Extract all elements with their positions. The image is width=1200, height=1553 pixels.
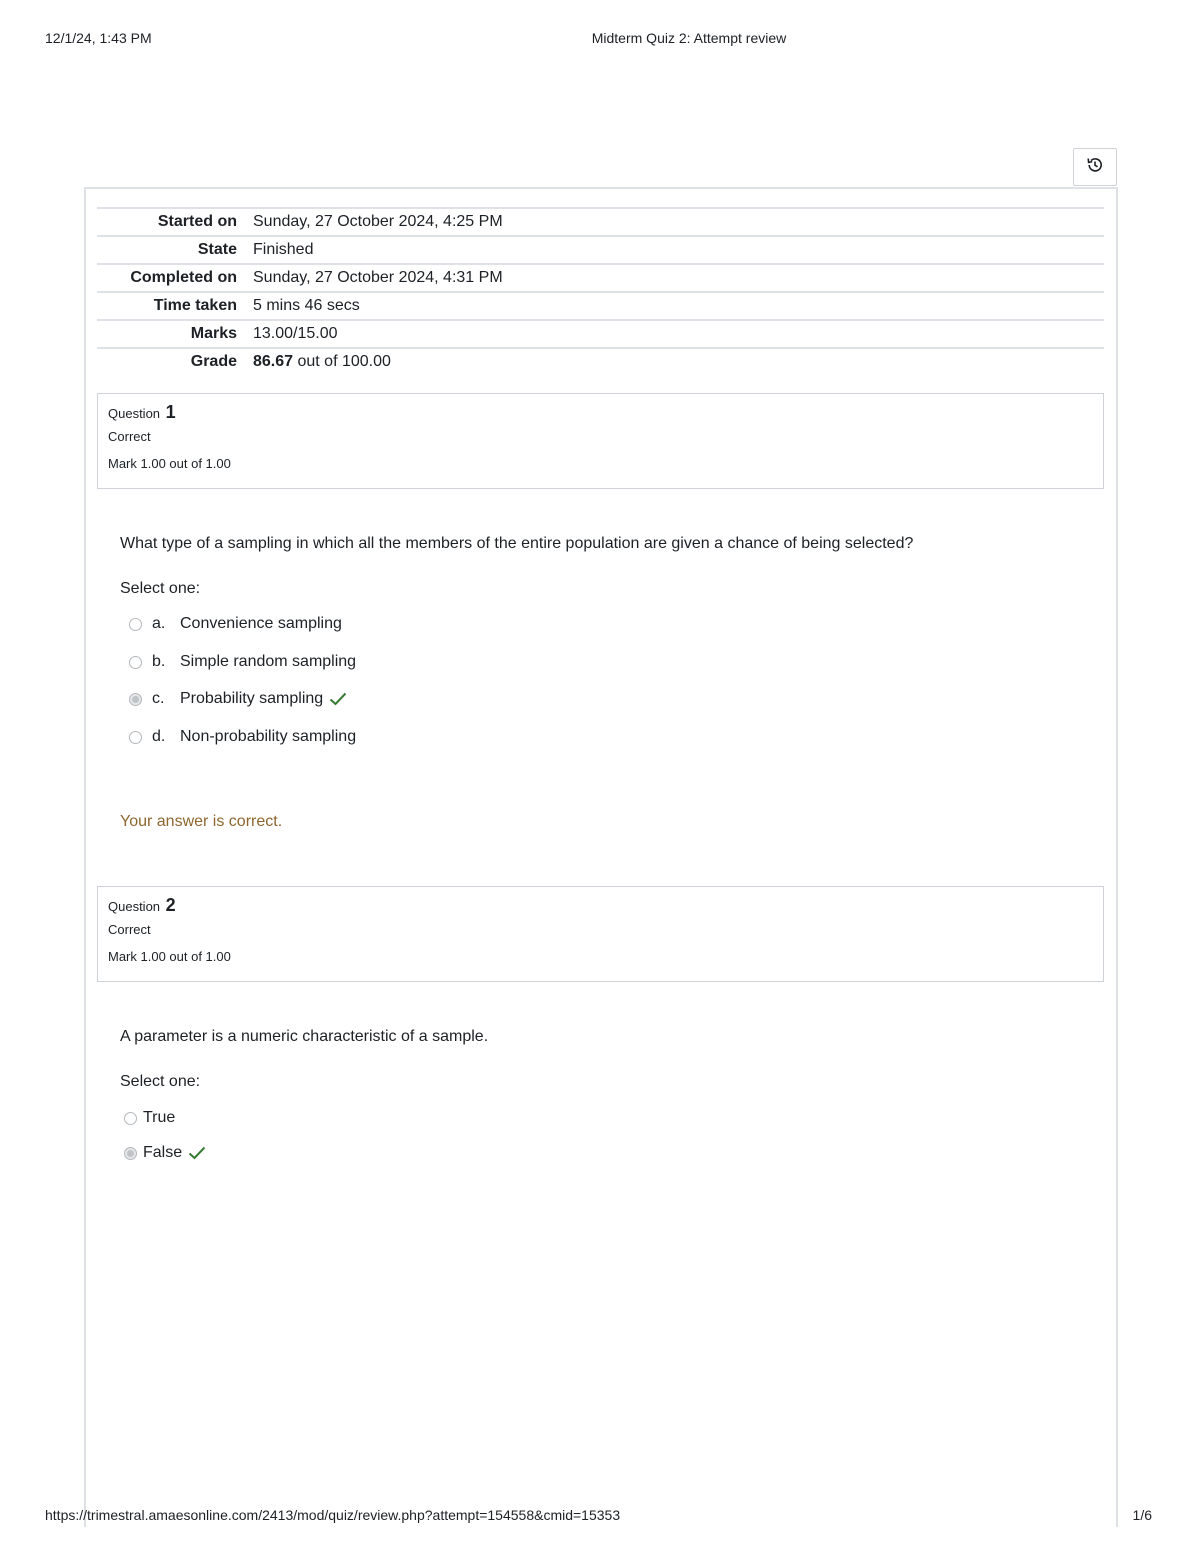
summary-row-started — [97, 209, 1104, 237]
select-one-prompt: Select one: — [120, 1073, 201, 1090]
summary-label: Grade — [190, 353, 237, 370]
question-info-2 — [97, 886, 1104, 982]
answer-option-false[interactable] — [124, 1144, 206, 1162]
option-letter: d. — [152, 728, 166, 745]
summary-value: Sunday, 27 October 2024, 4:31 PM — [253, 269, 503, 286]
option-text: Simple random sampling — [180, 653, 357, 670]
radio-button[interactable] — [129, 618, 142, 631]
print-url: https://trimestral.amaesonline.com/2413/mod/quiz/review.php?attempt=154558&cmid=15353 — [45, 1507, 621, 1523]
question-state: Correct — [108, 922, 151, 937]
summary-value — [253, 353, 391, 371]
grade-value: 86.67 — [253, 353, 294, 370]
summary-label: State — [197, 241, 237, 258]
option-text: True — [143, 1109, 176, 1126]
option-text: Convenience sampling — [180, 615, 342, 632]
option-text: Probability sampling — [180, 690, 324, 707]
answer-option-c[interactable] — [129, 690, 347, 708]
answer-option-b[interactable] — [129, 653, 356, 671]
question-number: Question 1 — [108, 402, 176, 422]
answer-option-a[interactable] — [129, 615, 342, 633]
radio-button[interactable] — [129, 656, 142, 669]
question-state: Correct — [108, 429, 151, 444]
radio-button[interactable] — [129, 731, 142, 744]
answer-feedback: Your answer is correct. — [120, 813, 283, 830]
question-mark: Mark 1.00 out of 1.00 — [108, 949, 231, 964]
print-datetime: 12/1/24, 1:43 PM — [45, 30, 152, 46]
summary-value: Finished — [253, 241, 314, 258]
attempt-summary-table — [97, 207, 1104, 375]
radio-button[interactable] — [124, 1112, 137, 1125]
option-letter: c. — [152, 690, 165, 707]
print-page-number: 1/6 — [1132, 1507, 1152, 1523]
question-text: A parameter is a numeric characteristic of a sample. — [120, 1028, 489, 1045]
summary-value: 13.00/15.00 — [253, 325, 338, 342]
answer-option-d[interactable] — [129, 728, 356, 746]
grade-out-of: out of 100.00 — [293, 353, 391, 370]
history-icon — [1086, 156, 1104, 179]
summary-value: Sunday, 27 October 2024, 4:25 PM — [253, 213, 503, 230]
question-info-1 — [97, 393, 1104, 489]
review-frame — [84, 187, 1118, 1527]
summary-label: Completed on — [130, 269, 237, 286]
option-text: Non-probability sampling — [180, 728, 357, 745]
history-button[interactable] — [1073, 148, 1117, 186]
option-letter: a. — [152, 615, 166, 632]
question-text: What type of a sampling in which all the members of the entire population are given a chance of being selected? — [120, 535, 914, 552]
summary-row-grade — [97, 349, 1104, 375]
correct-check-icon — [188, 1146, 206, 1160]
answer-option-true[interactable] — [124, 1109, 175, 1127]
summary-row-state — [97, 237, 1104, 265]
correct-check-icon — [329, 692, 347, 706]
option-text: False — [143, 1144, 183, 1161]
summary-row-completed — [97, 265, 1104, 293]
summary-row-time-taken — [97, 293, 1104, 321]
question-number: Question 2 — [108, 895, 176, 915]
question-mark: Mark 1.00 out of 1.00 — [108, 456, 231, 471]
summary-label: Marks — [190, 325, 237, 342]
radio-button-selected[interactable] — [129, 693, 142, 706]
summary-label: Time taken — [153, 297, 237, 314]
print-title: Midterm Quiz 2: Attempt review — [591, 30, 787, 46]
option-letter: b. — [152, 653, 166, 670]
summary-value: 5 mins 46 secs — [253, 297, 360, 314]
select-one-prompt: Select one: — [120, 580, 201, 597]
summary-label: Started on — [157, 213, 237, 230]
summary-row-marks — [97, 321, 1104, 349]
radio-button-selected[interactable] — [124, 1147, 137, 1160]
